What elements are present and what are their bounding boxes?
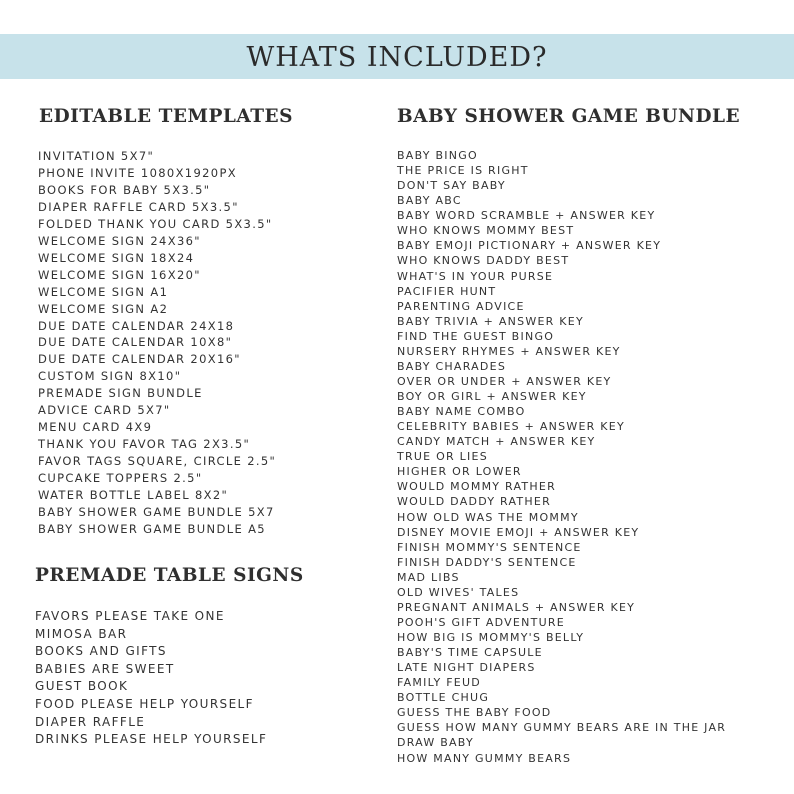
list-item: TRUE OR LIES <box>397 450 488 464</box>
list-item: PARENTING ADVICE <box>397 299 525 313</box>
list-item: BOOKS FOR BABY 5X3.5" <box>38 182 211 197</box>
list-item: BABIES ARE SWEET <box>35 661 175 676</box>
list-item: OVER OR UNDER + ANSWER KEY <box>397 374 612 388</box>
game-bundle-list <box>397 148 726 766</box>
list-item: WOULD MOMMY RATHER <box>397 480 556 494</box>
list-item: BABY SHOWER GAME BUNDLE A5 <box>38 521 266 536</box>
list-item: WHO KNOWS MOMMY BEST <box>397 224 575 238</box>
list-item: BOTTLE CHUG <box>397 691 490 705</box>
list-item: DISNEY MOVIE EMOJI + ANSWER KEY <box>397 525 640 539</box>
list-item: BABY BINGO <box>397 149 478 162</box>
list-item: WELCOME SIGN A1 <box>38 284 169 299</box>
list-item: CUSTOM SIGN 8X10" <box>38 369 182 384</box>
list-item: NURSERY RHYMES + ANSWER KEY <box>397 344 621 358</box>
list-item: MENU CARD 4X9 <box>38 420 153 435</box>
list-item: FOLDED THANK YOU CARD 5X3.5" <box>38 216 273 231</box>
list-item: BABY WORD SCRAMBLE + ANSWER KEY <box>397 209 656 223</box>
list-item: PHONE INVITE 1080X1920PX <box>38 165 237 180</box>
list-item: DUE DATE CALENDAR 24X18 <box>38 318 235 333</box>
list-item: DRINKS PLEASE HELP YOURSELF <box>35 732 268 747</box>
list-item: FINISH DADDY'S SENTENCE <box>397 555 577 569</box>
list-item: WELCOME SIGN 18X24 <box>38 250 195 265</box>
list-item: PACIFIER HUNT <box>397 284 497 298</box>
list-item: WELCOME SIGN A2 <box>38 301 169 316</box>
list-item: FAMILY FEUD <box>397 676 482 690</box>
list-item: HOW BIG IS MOMMY'S BELLY <box>397 631 585 644</box>
list-item: BABY TRIVIA + ANSWER KEY <box>397 314 584 328</box>
list-item: MIMOSA BAR <box>35 626 128 641</box>
list-item: FIND THE GUEST BINGO <box>397 329 555 343</box>
list-item: PREGNANT ANIMALS + ANSWER KEY <box>397 600 636 614</box>
list-item: BABY EMOJI PICTIONARY + ANSWER KEY <box>397 239 662 253</box>
list-item: POOH'S GIFT ADVENTURE <box>397 615 565 629</box>
list-item: WATER BOTTLE LABEL 8X2" <box>38 488 229 503</box>
list-item: WELCOME SIGN 16X20" <box>38 267 201 282</box>
list-item: GUEST BOOK <box>35 679 129 694</box>
list-item: CANDY MATCH + ANSWER KEY <box>397 435 596 449</box>
list-item: WOULD DADDY RATHER <box>397 495 551 509</box>
editable-templates-heading: EDITABLE TEMPLATES <box>39 106 293 127</box>
list-item: FOOD PLEASE HELP YOURSELF <box>35 696 254 711</box>
list-item: FAVOR TAGS SQUARE, CIRCLE 2.5" <box>38 454 277 469</box>
list-item: HOW MANY GUMMY BEARS <box>397 751 572 765</box>
list-item: CUPCAKE TOPPERS 2.5" <box>38 471 203 486</box>
page-title: WHATS INCLUDED? <box>246 42 548 73</box>
list-item: BOY OR GIRL + ANSWER KEY <box>397 390 587 403</box>
list-item: FINISH MOMMY'S SENTENCE <box>397 540 582 554</box>
list-item: GUESS HOW MANY GUMMY BEARS ARE IN THE JAR <box>397 721 727 735</box>
list-item: WELCOME SIGN 24X36" <box>38 233 201 248</box>
list-item: HIGHER OR LOWER <box>397 465 522 479</box>
list-item: CELEBRITY BABIES + ANSWER KEY <box>397 420 625 434</box>
list-item: THANK YOU FAVOR TAG 2X3.5" <box>38 437 251 452</box>
list-item: BOOKS AND GIFTS <box>35 644 167 659</box>
list-item: MAD LIBS <box>397 570 460 584</box>
list-item: BABY NAME COMBO <box>397 405 526 419</box>
premade-table-signs-list <box>35 608 267 749</box>
list-item: OLD WIVES' TALES <box>397 585 520 599</box>
list-item: BABY ABC <box>397 194 462 208</box>
list-item: DUE DATE CALENDAR 10X8" <box>38 335 233 350</box>
list-item: WHAT'S IN YOUR PURSE <box>397 269 554 283</box>
list-item: DON'T SAY BABY <box>397 179 506 193</box>
list-item: DRAW BABY <box>397 736 474 750</box>
list-item: FAVORS PLEASE TAKE ONE <box>35 609 225 623</box>
list-item: DUE DATE CALENDAR 20X16" <box>38 352 241 367</box>
list-item: LATE NIGHT DIAPERS <box>397 661 536 675</box>
list-item: BABY SHOWER GAME BUNDLE 5X7 <box>38 505 275 520</box>
list-item: BABY'S TIME CAPSULE <box>397 646 543 660</box>
game-bundle-heading: BABY SHOWER GAME BUNDLE <box>397 106 741 127</box>
premade-table-signs-heading: PREMADE TABLE SIGNS <box>35 565 304 586</box>
list-item: INVITATION 5X7" <box>38 149 155 163</box>
list-item: THE PRICE IS RIGHT <box>397 164 529 178</box>
list-item: GUESS THE BABY FOOD <box>397 706 552 720</box>
list-item: WHO KNOWS DADDY BEST <box>397 254 570 268</box>
list-item: ADVICE CARD 5X7" <box>38 403 171 418</box>
list-item: DIAPER RAFFLE <box>35 714 146 729</box>
header-banner <box>0 34 794 79</box>
list-item: BABY CHARADES <box>397 359 507 373</box>
list-item: HOW OLD WAS THE MOMMY <box>397 510 579 524</box>
list-item: DIAPER RAFFLE CARD 5X3.5" <box>38 199 239 214</box>
list-item: PREMADE SIGN BUNDLE <box>38 386 203 401</box>
editable-templates-list <box>38 148 276 538</box>
